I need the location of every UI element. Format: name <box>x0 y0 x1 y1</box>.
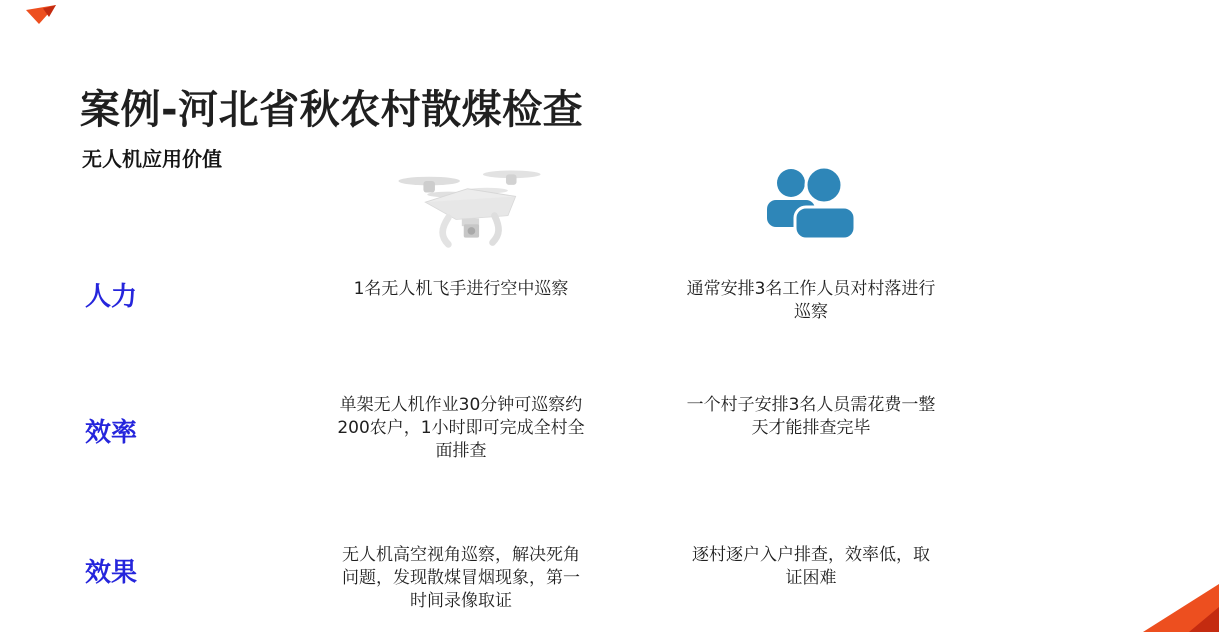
drone-cell-manpower: 1名无人机飞手进行空中巡察 <box>353 279 569 299</box>
row-label-effect: 效果 <box>85 558 138 588</box>
manual-cell-manpower: 通常安排3名工作人员对村落进行巡察 <box>686 279 936 322</box>
page-subtitle: 无人机应用价值 <box>82 147 222 171</box>
drone-cell-efficiency: 单架无人机作业30分钟可巡察约200农户，1小时即可完成全村全面排查 <box>337 395 585 461</box>
drone-icon <box>392 158 547 254</box>
corner-accent-top-left-icon <box>26 5 58 24</box>
manual-cell-efficiency: 一个村子安排3名人员需花费一整天才能排查完毕 <box>686 395 936 438</box>
corner-accent-bottom-right-icon <box>1143 584 1219 632</box>
page-title: 案例-河北省秋农村散煤检查 <box>80 87 584 133</box>
row-label-manpower: 人力 <box>85 282 138 312</box>
people-icon-glyph <box>762 164 862 242</box>
people-icon <box>762 164 862 242</box>
drone-cell-effect: 无人机高空视角巡察，解决死角问题，发现散煤冒烟现象，第一时间录像取证 <box>342 545 580 611</box>
drone-photo <box>392 158 547 254</box>
manual-cell-effect: 逐村逐户入户排查，效率低，取证困难 <box>692 545 930 588</box>
row-label-efficiency: 效率 <box>85 418 138 448</box>
